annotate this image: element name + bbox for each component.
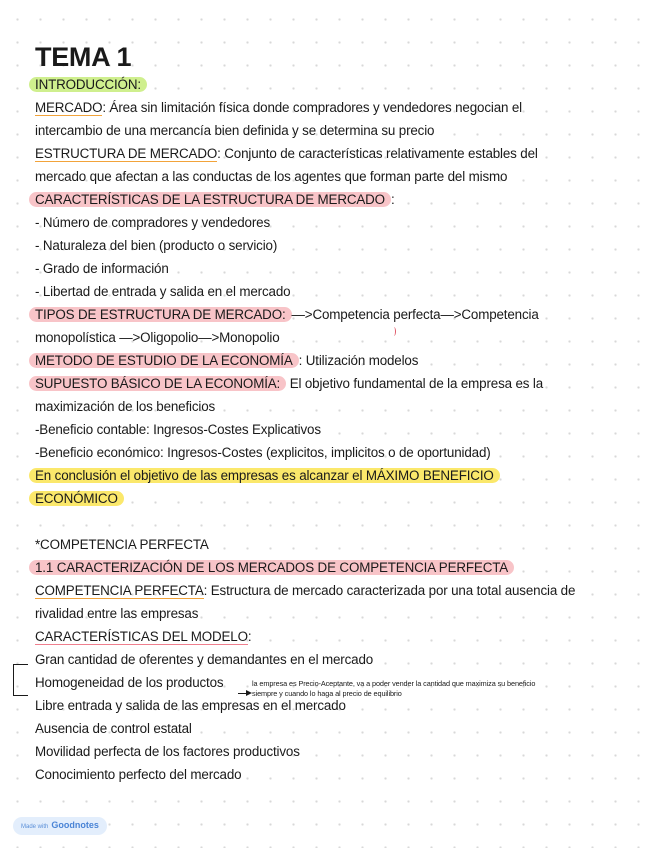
line-text: Gran cantidad de oferentes y demandantes en el mercado [35, 652, 374, 667]
side-note-line-1: la empresa es Precio-Aceptante, va a poder vender la cantidad que maximiza su beneficio [252, 679, 536, 688]
line-text: Movilidad perfecta de los factores productivos [35, 744, 300, 759]
note-line [35, 280, 290, 303]
note-line [35, 602, 198, 625]
note-line [35, 96, 522, 119]
line-text: - Naturaleza del bien (producto o servicio) [35, 238, 278, 253]
marked-text: ECONÓMICO [29, 491, 124, 506]
marked-text: CARACTERÍSTICAS DEL MODELO [35, 629, 248, 644]
note-line [35, 487, 124, 510]
note-line [35, 142, 538, 165]
line-text: rivalidad entre las empresas [35, 606, 199, 621]
marked-text: SUPUESTO BÁSICO DE LA ECONOMÍA: [29, 376, 286, 391]
line-text: : Utilización modelos [298, 353, 419, 368]
side-note-line-2: siempre y cuando lo haga al precio de equilibrio [252, 689, 402, 698]
note-line [35, 188, 395, 211]
note-line [35, 303, 539, 326]
line-text: Libre entrada y salida de las empresas en el mercado [35, 698, 346, 713]
note-line [35, 671, 223, 694]
line-text: - Grado de información [35, 261, 169, 276]
marked-text: COMPETENCIA PERFECTA [35, 583, 204, 598]
note-line [35, 556, 514, 579]
line-text: -Beneficio contable: Ingresos-Costes Explicativos [35, 422, 321, 437]
goodnotes-badge [13, 817, 107, 835]
marked-text: CARACTERÍSTICAS DE LA ESTRUCTURA DE MERCADO [29, 192, 391, 207]
note-line [35, 73, 147, 96]
note-line [35, 349, 418, 372]
marked-text: MERCADO [35, 100, 103, 115]
line-text: - Número de compradores y vendedores [35, 215, 271, 230]
line-text: - Libertad de entrada y salida en el mercado [35, 284, 291, 299]
badge-prefix: Made with [21, 824, 49, 830]
note-line [35, 372, 543, 395]
note-line [35, 579, 575, 602]
bracket-mark [13, 664, 28, 696]
note-line [35, 740, 300, 763]
note-line [35, 326, 280, 349]
line-text: intercambio de una mercancía bien definida y se determina su precio [35, 123, 435, 138]
line-text: —>Competencia perfecta—>Competencia [291, 307, 539, 322]
note-line [35, 211, 270, 234]
line-text: Ausencia de control estatal [35, 721, 192, 736]
marked-text: En conclusión el objetivo de las empresas es alcanzar el MÁXIMO BENEFICIO [29, 468, 500, 483]
note-line [35, 717, 192, 740]
note-line [35, 257, 169, 280]
line-text: Homogeneidad de los productos [35, 675, 224, 690]
note-line [35, 395, 215, 418]
line-text: : [390, 192, 395, 207]
page-title: TEMA 1 [35, 42, 132, 72]
marked-text: 1.1 CARACTERIZACIÓN DE LOS MERCADOS DE COMPETENCIA PERFECTA [29, 560, 514, 575]
note-line [35, 648, 373, 671]
line-text: -Beneficio económico: Ingresos-Costes (explicitos, implicitos o de oportunidad) [35, 445, 491, 460]
note-line [35, 763, 241, 786]
line-text: monopolística —>Oligopolio—>Monopolio [35, 330, 280, 345]
line-text: maximización de los beneficios [35, 399, 216, 414]
note-line [35, 165, 507, 188]
marked-text: TIPOS DE ESTRUCTURA DE MERCADO: [29, 307, 292, 322]
marked-text: ESTRUCTURA DE MERCADO [35, 146, 218, 161]
note-line [35, 418, 321, 441]
note-line [35, 234, 277, 257]
note-line [35, 533, 209, 556]
line-text: El objetivo fundamental de la empresa es la [286, 376, 544, 391]
pen-stroke-mark [392, 327, 396, 336]
note-line [35, 119, 434, 142]
badge-brand: Goodnotes [51, 820, 99, 830]
line-text: *COMPETENCIA PERFECTA [35, 537, 209, 552]
line-text: Conocimiento perfecto del mercado [35, 767, 242, 782]
marked-text: METODO DE ESTUDIO DE LA ECONOMÍA [29, 353, 299, 368]
line-text: : Estructura de mercado caracterizada por una total ausencia de [203, 583, 576, 598]
line-text: : Área sin limitación física donde compradores y vendedores negocian el [102, 100, 522, 115]
line-text: : [247, 629, 252, 644]
note-line [35, 625, 251, 648]
line-text: mercado que afectan a las conductas de los agentes que forman parte del mismo [35, 169, 508, 184]
note-line [35, 441, 491, 464]
line-text: : Conjunto de características relativamente estables del [217, 146, 538, 161]
note-line [35, 464, 500, 487]
marked-text: INTRODUCCIÓN: [29, 77, 147, 92]
